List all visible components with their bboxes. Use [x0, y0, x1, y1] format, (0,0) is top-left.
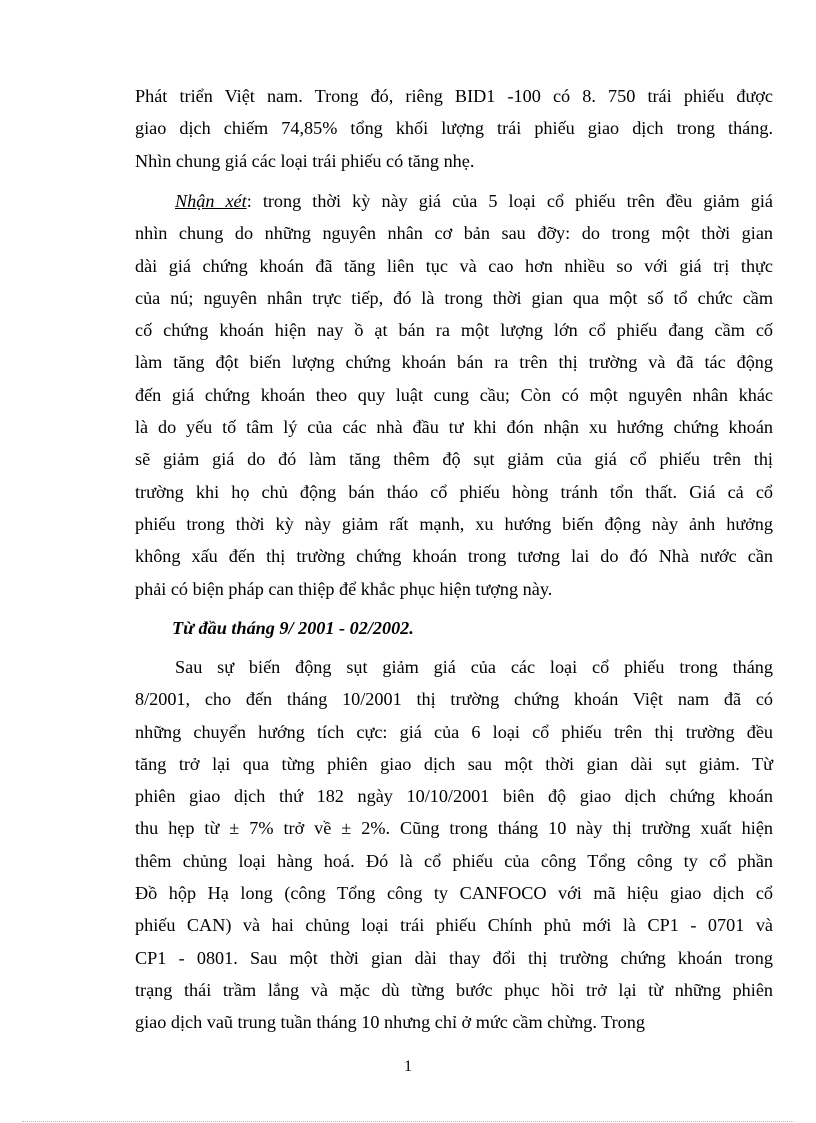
section-heading: Từ đầu tháng 9/ 2001 - 02/2002.	[172, 618, 414, 638]
paragraph-remarks	[135, 185, 773, 605]
paragraph-bond-trading	[135, 80, 773, 177]
text-line: phải có biện pháp can thiệp để khắc phục hiện tượng này.	[135, 578, 553, 599]
text-line: CP1 - 0801. Sau một thời gian dài thay đổi thị trường chứng khoán trong	[135, 947, 773, 968]
page-bottom-rule	[22, 1121, 794, 1122]
text-line: 8/2001, cho đến tháng 10/2001 thị trường chứng khoán Việt nam đã có	[135, 689, 773, 710]
remarks-label: Nhận xét	[175, 191, 247, 211]
text-line: Sau sự biến động sụt giảm giá của các loại cổ phiếu trong tháng	[175, 657, 773, 677]
text-line: là do yếu tố tâm lý của các nhà đầu tư khi đón nhận xu hướng chứng khoán	[135, 417, 773, 438]
text-line: nhìn chung do những nguyên nhân cơ bản sau đỡy: do trong một thời gian	[135, 223, 773, 244]
page-number: 1	[404, 1058, 412, 1075]
remarks-intro-text: : trong thời kỳ này giá của 5 loại cổ phiếu trên đều giảm giá	[246, 191, 773, 211]
text-line: cố chứng khoán hiện nay ồ ạt bán ra một lượng lớn cổ phiếu đang cầm cố	[135, 320, 773, 341]
text-line: đến giá chứng khoán theo quy luật cung cầu; Còn có một nguyên nhân khác	[135, 384, 773, 405]
text-line: tăng trở lại qua từng phiên giao dịch sau một thời gian dài sụt giảm. Từ	[135, 753, 773, 774]
text-line: Nhìn chung giá các loại trái phiếu có tăng nhẹ.	[135, 150, 475, 171]
text-line: Đồ hộp Hạ long (công Tổng công ty CANFOCO với mã hiệu giao dịch cổ	[135, 883, 773, 904]
text-line: trạng thái trầm lắng và mặc dù từng bước phục hồi trở lại từ những phiên	[135, 979, 773, 1000]
text-line: phiếu CAN) và hai chủng loại trái phiếu Chính phủ mới là CP1 - 0701 và	[135, 915, 773, 936]
text-line: dài giá chứng khoán đã tăng liên tục và cao hơn nhiều so với giá trị thực	[135, 255, 773, 276]
text-line: thu hẹp từ ± 7% trở về ± 2%. Cũng trong tháng 10 này thị trường xuất hiện	[135, 818, 773, 839]
text-line: phiên giao dịch thứ 182 ngày 10/10/2001 biên độ giao dịch chứng khoán	[135, 786, 773, 807]
text-line: trường khi họ chủ động bán tháo cổ phiếu hòng tránh tổn thất. Giá cả cổ	[135, 481, 773, 502]
text-line: thêm chủng loại hàng hoá. Đó là cổ phiếu của công Tổng công ty cổ phần	[135, 850, 773, 871]
text-line: phiếu trong thời kỳ này giảm rất mạnh, xu hướng biến động này ảnh hưởng	[135, 513, 773, 534]
text-line: Phát triển Việt nam. Trong đó, riêng BID1 -100 có 8. 750 trái phiếu được	[135, 86, 773, 106]
text-line: của nú; nguyên nhân trực tiếp, đó là trong thời gian qua một số tổ chức cầm	[135, 287, 773, 308]
text-line: giao dịch chiếm 74,85% tổng khối lượng trái phiếu giao dịch trong tháng.	[135, 118, 773, 139]
text-line	[135, 185, 773, 217]
paragraph-market-recovery	[135, 651, 773, 1039]
text-line: giao dịch vaũ trung tuần tháng 10 nhưng chỉ ở mức cầm chừng. Trong	[135, 1012, 645, 1033]
text-line: những chuyển hướng tích cực: giá của 6 loại cổ phiếu trên thị trường đều	[135, 721, 773, 742]
text-line: không xấu đến thị trường chứng khoán trong tương lai do đó Nhà nước cần	[135, 546, 773, 567]
text-line: làm tăng đột biến lượng chứng khoán bán ra trên thị trường và đã tác động	[135, 352, 773, 373]
text-line: sẽ giảm giá do đó làm tăng thêm độ sụt giảm của giá cổ phiếu trên thị	[135, 449, 773, 470]
